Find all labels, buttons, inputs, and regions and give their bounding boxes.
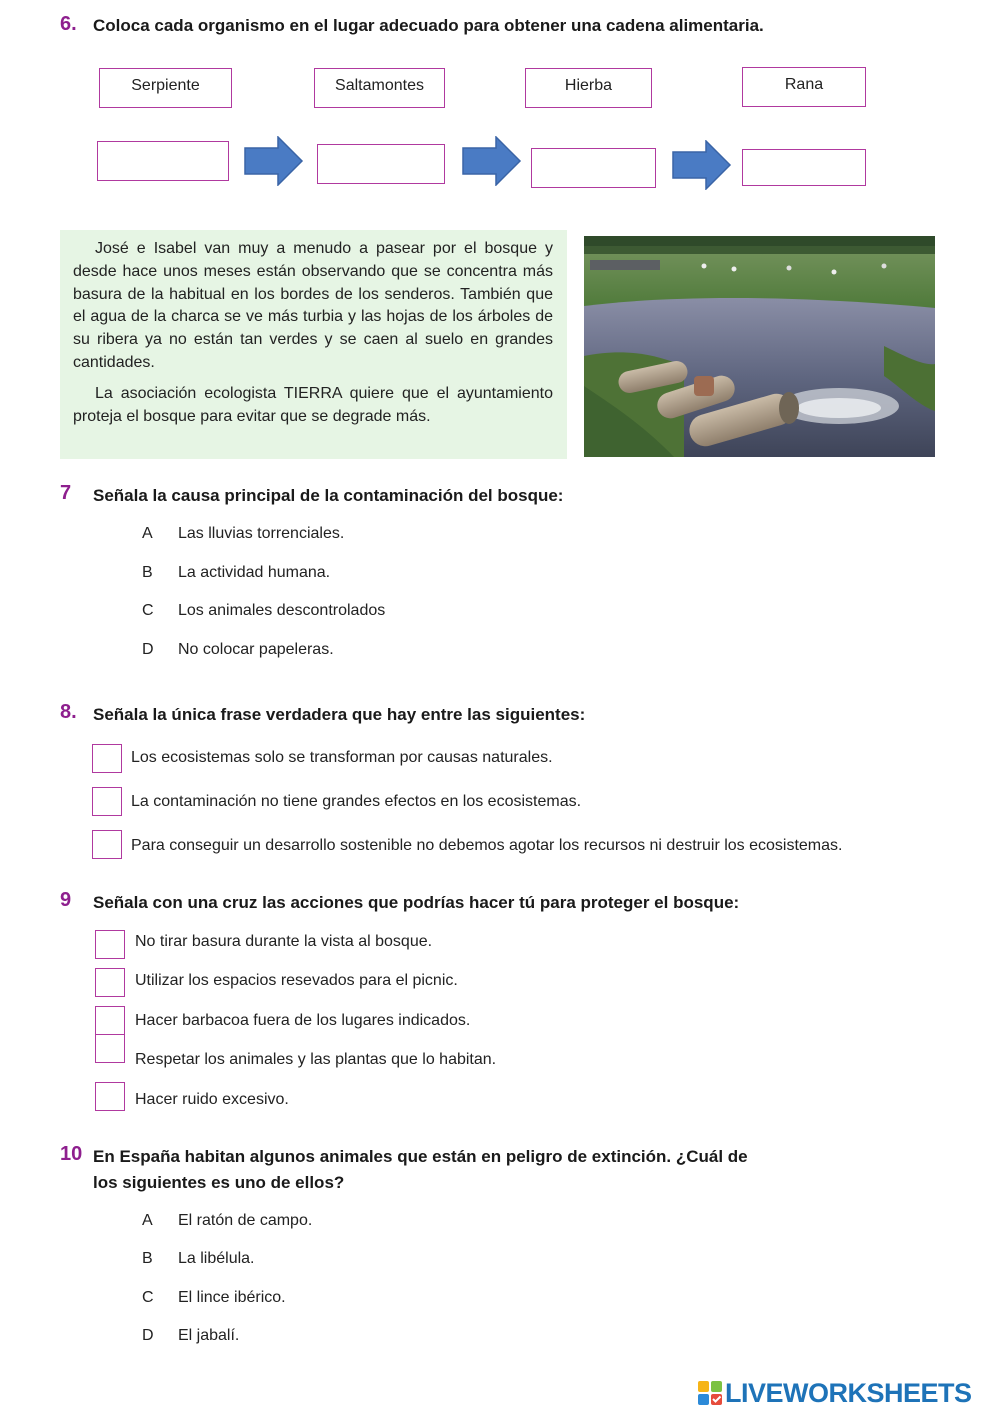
chain-slot-1[interactable] <box>97 141 229 181</box>
word-rana[interactable]: Rana <box>742 67 866 107</box>
q9-checkbox-4[interactable] <box>95 1034 125 1063</box>
q9-prompt: Señala con una cruz las acciones que podrías hacer tú para proteger el bosque: <box>93 893 740 912</box>
q7-option-letter: B <box>142 564 153 581</box>
q6-number: 6. <box>60 13 77 35</box>
word-saltamontes[interactable]: Saltamontes <box>314 68 445 108</box>
arrow-right-icon <box>462 136 522 186</box>
q10-option-letter: C <box>142 1289 154 1306</box>
q7-prompt: Señala la causa principal de la contaminación del bosque: <box>93 486 564 505</box>
q8-checkbox-2[interactable] <box>92 787 122 816</box>
q9-option-4: Respetar los animales y las plantas que lo habitan. <box>135 1051 497 1068</box>
liveworksheets-logo-text: LIVEWORKSHEETS <box>725 1377 972 1408</box>
q9-option-5: Hacer ruido excesivo. <box>135 1091 289 1108</box>
q9-checkbox-2[interactable] <box>95 968 125 997</box>
q9-checkbox-1[interactable] <box>95 930 125 959</box>
q8-option-1: Los ecosistemas solo se transforman por causas naturales. <box>131 749 553 766</box>
word-hierba[interactable]: Hierba <box>525 68 652 108</box>
q8-checkbox-1[interactable] <box>92 744 122 773</box>
arrow-right-icon <box>244 136 304 186</box>
q10-option-b[interactable]: La libélula. <box>178 1250 255 1267</box>
q10-option-a[interactable]: El ratón de campo. <box>178 1212 313 1229</box>
q9-checkbox-5[interactable] <box>95 1082 125 1111</box>
arrow-right-icon <box>672 140 732 190</box>
q7-option-d[interactable]: No colocar papeleras. <box>178 641 334 658</box>
q6-prompt: Coloca cada organismo en el lugar adecuado para obtener una cadena alimentaria. <box>93 16 764 35</box>
q10-option-letter: A <box>142 1212 153 1229</box>
q8-option-2: La contaminación no tiene grandes efectos en los ecosistemas. <box>131 793 582 810</box>
q8-option-3: Para conseguir un desarrollo sostenible no debemos agotar los recursos ni destruir los ecosistemas. <box>131 837 843 854</box>
q10-option-letter: D <box>142 1327 154 1344</box>
passage-paragraph-1: José e Isabel van muy a menudo a pasear por el bosque y desde hace unos meses están observando que se concentra más basura de la habitual en los bordes de los senderos. También que el agua de la charca se ve más turbia y las hojas de los árboles de su ribera ya no están tan verdes y se caen al suelo en grandes cantidades. <box>73 240 553 371</box>
q10-option-d[interactable]: El jabalí. <box>178 1327 240 1344</box>
q8-checkbox-3[interactable] <box>92 830 122 859</box>
reading-passage <box>60 230 567 459</box>
chain-slot-4[interactable] <box>742 149 866 186</box>
word-serpiente[interactable]: Serpiente <box>99 68 232 108</box>
q7-option-b[interactable]: La actividad humana. <box>178 564 331 581</box>
q7-option-a[interactable]: Las lluvias torrenciales. <box>178 525 345 542</box>
q10-option-letter: B <box>142 1250 153 1267</box>
q10-option-c[interactable]: El lince ibérico. <box>178 1289 286 1306</box>
q9-option-1: No tirar basura durante la vista al bosque. <box>135 933 433 950</box>
q8-prompt: Señala la única frase verdadera que hay entre las siguientes: <box>93 705 586 724</box>
q9-option-2: Utilizar los espacios resevados para el picnic. <box>135 972 458 989</box>
q10-prompt-line-1: En España habitan algunos animales que están en peligro de extinción. ¿Cuál de <box>93 1147 748 1166</box>
liveworksheets-logo-icon <box>697 1380 723 1406</box>
polluted-pond-photo <box>584 236 935 457</box>
q7-option-c[interactable]: Los animales descontrolados <box>178 602 386 619</box>
q7-option-letter: A <box>142 525 153 542</box>
q7-number: 7 <box>60 482 72 504</box>
chain-slot-2[interactable] <box>317 144 445 184</box>
q10-prompt-line-2: los siguientes es uno de ellos? <box>93 1173 345 1192</box>
liveworksheets-logo <box>697 1378 972 1408</box>
chain-slot-3[interactable] <box>531 148 656 188</box>
q9-option-3: Hacer barbacoa fuera de los lugares indicados. <box>135 1012 471 1029</box>
q7-option-letter: C <box>142 602 154 619</box>
q10-number: 10 <box>60 1143 83 1165</box>
q8-number: 8. <box>60 701 77 723</box>
q9-number: 9 <box>60 889 72 911</box>
q7-option-letter: D <box>142 641 154 658</box>
passage-paragraph-2: La asociación ecologista TIERRA quiere que el ayuntamiento proteja el bosque para evitar que se degrade más. <box>73 384 553 425</box>
q9-checkbox-3[interactable] <box>95 1006 125 1035</box>
